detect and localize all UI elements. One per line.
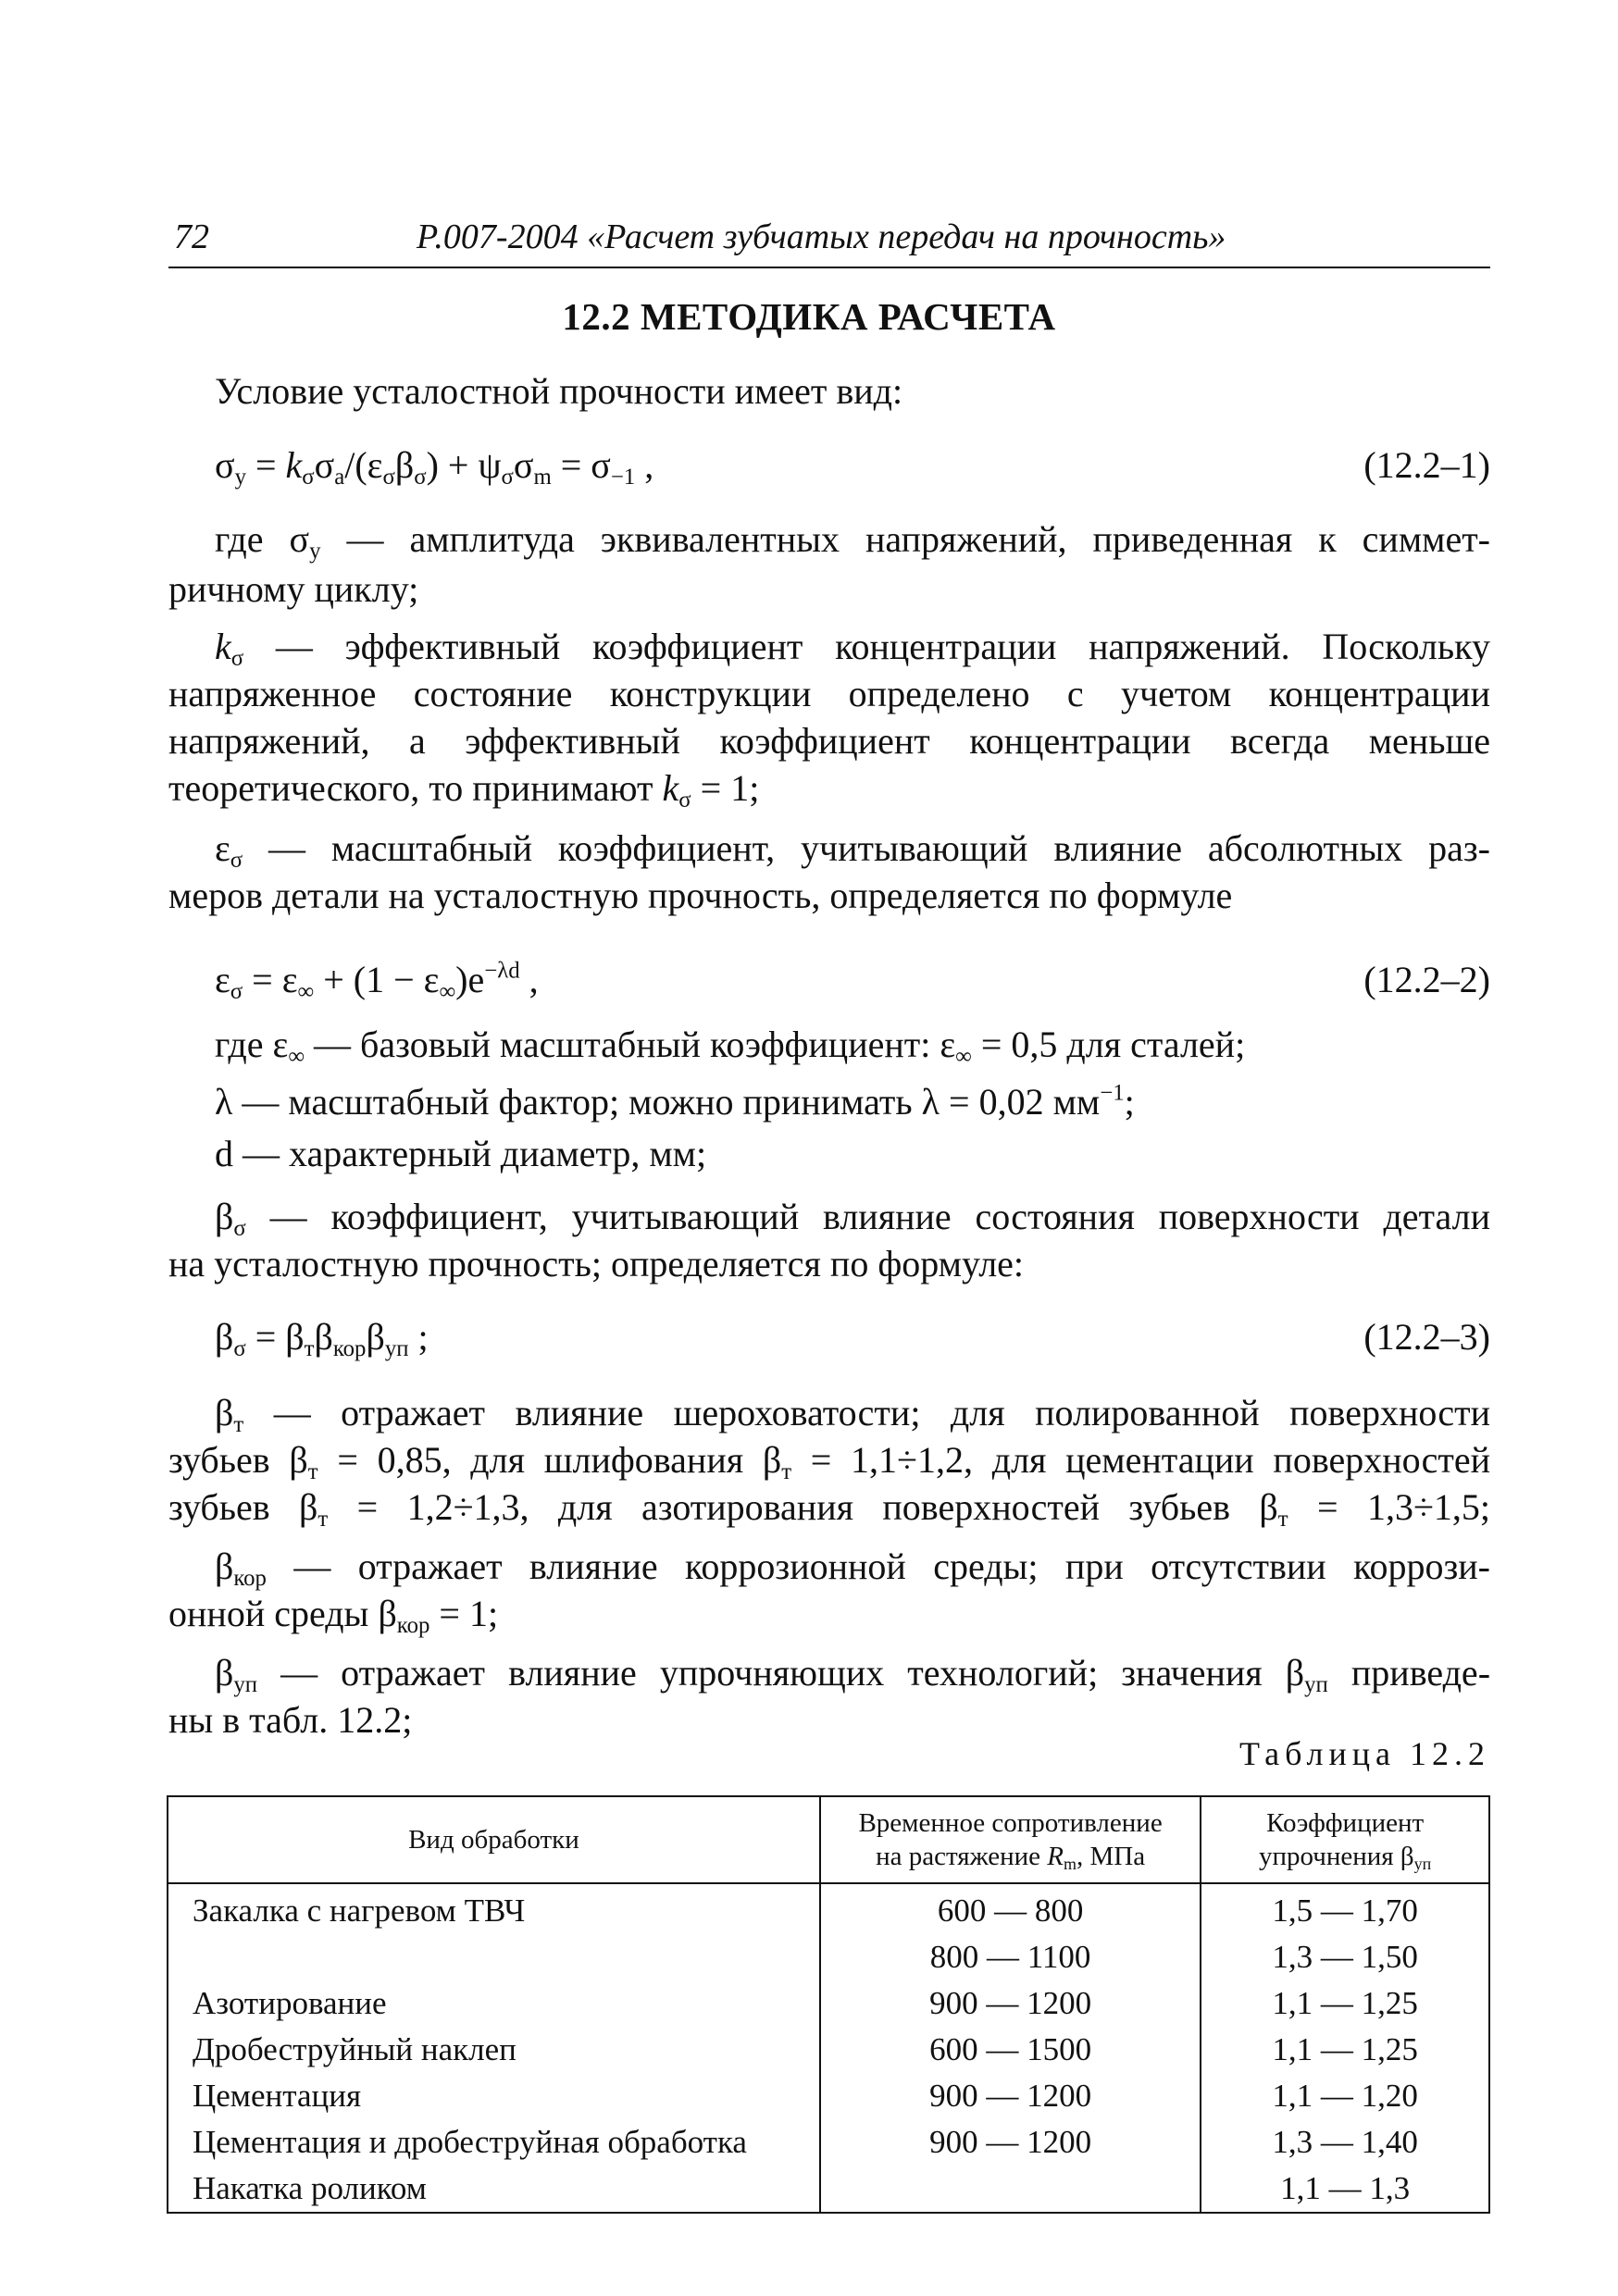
tensile-strength: 900 — 1200 xyxy=(820,1980,1201,2027)
paragraph-beta-sigma-line2: на усталостную прочность; определяется по формуле: xyxy=(168,1243,1025,1285)
paragraph-beta-up-line2: ны в табл. 12.2; xyxy=(168,1699,413,1741)
page-number: 72 xyxy=(174,217,209,256)
tensile-strength: 800 — 1100 xyxy=(820,1934,1201,1980)
paragraph-eps-sigma-line2: меров детали на усталостную прочность, определяется по формуле xyxy=(168,875,1233,916)
hardening-coef: 1,1 — 1,25 xyxy=(1201,1980,1489,2027)
tensile-strength xyxy=(820,2166,1201,2213)
table-caption: Таблица 12.2 xyxy=(1239,1735,1490,1772)
tensile-strength: 900 — 1200 xyxy=(820,2073,1201,2119)
paragraph-lambda: λ — масштабный фактор; можно принимать λ = 0,02 $мм^{-1}$; xyxy=(215,1080,1135,1123)
treatment-name: Накатка роликом xyxy=(168,2166,820,2213)
table-row xyxy=(168,2027,1489,2073)
table-row xyxy=(168,1934,1489,1980)
hardening-coef: 1,1 — 1,20 xyxy=(1201,2073,1489,2119)
header-tensile-strength: Временное сопротивление на растяжение $R_m$, МПа xyxy=(820,1796,1201,1883)
paragraph-eps-inf: где $\varepsilon_\infty$ — базовый масштабный коэффициент: $\varepsilon_\infty = 0,5$ для сталей; xyxy=(215,1024,1246,1069)
table-header-row xyxy=(168,1796,1489,1883)
tensile-strength: 900 — 1200 xyxy=(820,2119,1201,2166)
running-header xyxy=(168,211,1490,268)
paragraph-beta-t: $\beta_т$ — отражает влияние шероховатости; для полированной поверхности xyxy=(215,1392,1490,1437)
equation-number: (12.2–3) xyxy=(1363,1316,1490,1358)
paragraph-eps-sigma: $\varepsilon_\sigma$ — масштабный коэффициент, учитывающий влияние абсолютных раз- xyxy=(215,827,1490,873)
equation-12-2-1: $\sigma_y = k_\sigma\sigma_a/(\varepsilon_\sigma\beta_\sigma) + \psi_\sigma\sigma_m = \sigma_{-1}$ , xyxy=(215,444,654,490)
table-row xyxy=(168,2119,1489,2166)
equation-number: (12.2–1) xyxy=(1363,444,1490,486)
paragraph-k-sigma-line3: напряжений, а эффективный коэффициент концентрации всегда меньше xyxy=(168,720,1490,762)
paragraph-beta-sigma: $\beta_\sigma$ — коэффициент, учитывающий влияние состояния поверхности детали xyxy=(215,1196,1490,1241)
paragraph-d: d — характерный диаметр, мм; xyxy=(215,1133,707,1174)
treatment-name: Цементация и дробеструйная обработка xyxy=(168,2119,820,2166)
hardening-table xyxy=(167,1795,1490,2214)
paragraph-k-sigma-line2: напряженное состояние конструкции определено с учетом концентрации xyxy=(168,673,1490,714)
hardening-coef: 1,3 — 1,40 xyxy=(1201,2119,1489,2166)
table-row xyxy=(168,2166,1489,2213)
tensile-strength: 600 — 800 xyxy=(820,1883,1201,1934)
paragraph-k-sigma: $k_\sigma$ — эффективный коэффициент концентрации напряжений. Поскольку xyxy=(215,626,1490,671)
tensile-strength: 600 — 1500 xyxy=(820,2027,1201,2073)
equation-12-2-2: $\varepsilon_\sigma = \varepsilon_\infty + (1 - \varepsilon_\infty)e^{-\lambda d}$ , xyxy=(215,958,539,1004)
treatment-name: Дробеструйный наклеп xyxy=(168,2027,820,2073)
hardening-coef: 1,1 — 1,3 xyxy=(1201,2166,1489,2213)
treatment-name: Цементация xyxy=(168,2073,820,2119)
paragraph-sigma-y-cont: ричному циклу; xyxy=(168,568,419,610)
table-row xyxy=(168,1883,1489,1934)
equation-number: (12.2–2) xyxy=(1363,959,1490,1000)
hardening-coef: 1,3 — 1,50 xyxy=(1201,1934,1489,1980)
hardening-coef: 1,5 — 1,70 xyxy=(1201,1883,1489,1934)
paragraph-sigma-y: где $\sigma_y$ — амплитуда эквивалентных напряжений, приведенная к симмет- xyxy=(215,518,1491,564)
table-row xyxy=(168,1980,1489,2027)
paragraph-k-sigma-line4: теоретического, то принимают $k_\sigma = 1$; xyxy=(168,767,760,813)
document-title: Р.007-2004 «Расчет зубчатых передач на прочность» xyxy=(417,217,1226,256)
paragraph-beta-t-line3: зубьев $\beta_т = 1,2\div 1,3$, для азотирования поверхностей зубьев $\beta_т = 1,3\div 1,5$; xyxy=(168,1486,1491,1532)
equation-12-2-3: $\beta_\sigma = \beta_т\beta_{кор}\beta_{уп}$ ; xyxy=(215,1316,429,1361)
header-hardening-coef: Коэффициент упрочнения $\beta_{уп}$ xyxy=(1201,1796,1489,1883)
hardening-coef: 1,1 — 1,25 xyxy=(1201,2027,1489,2073)
paragraph-beta-kor: $\beta_{кор}$ — отражает влияние коррозионной среды; при отсутствии коррози- xyxy=(215,1545,1490,1591)
intro-text: Условие усталостной прочности имеет вид: xyxy=(215,370,903,412)
treatment-name: Азотирование xyxy=(168,1980,820,2027)
section-title: 12.2 МЕТОДИКА РАСЧЕТА xyxy=(562,295,1056,338)
table-row xyxy=(168,2073,1489,2119)
header-treatment-type: Вид обработки xyxy=(168,1796,820,1883)
treatment-name: Закалка с нагревом ТВЧ xyxy=(168,1883,820,1934)
paragraph-beta-up: $\beta_{уп}$ — отражает влияние упрочняющих технологий; значения $\beta_{уп}$ приведе- xyxy=(215,1652,1491,1697)
treatment-name xyxy=(168,1934,820,1980)
paragraph-beta-kor-line2: онной среды $\beta_{кор} = 1$; xyxy=(168,1593,499,1638)
paragraph-beta-t-line2: зубьев $\beta_т = 0,85$, для шлифования $\beta_т = 1,1\div 1,2$, для цементации поверхностей xyxy=(168,1439,1491,1484)
